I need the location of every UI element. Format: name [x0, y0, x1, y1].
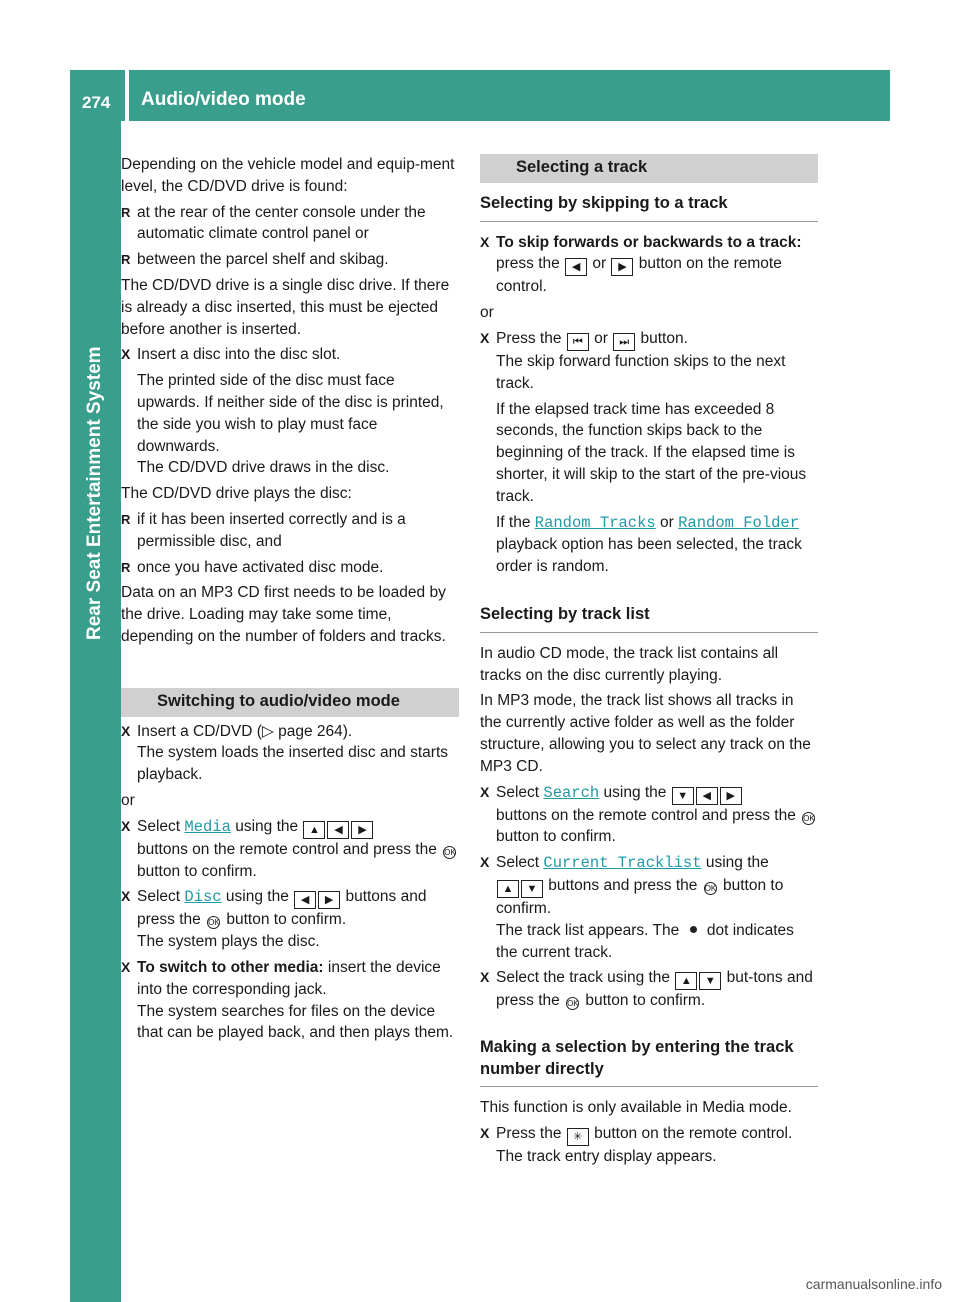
ok-button-icon: OK — [704, 883, 717, 893]
bullet-dot-icon — [690, 926, 697, 933]
right-arrow-key-icon: ▶ — [611, 258, 633, 276]
text: Press the — [496, 1124, 566, 1142]
watermark: carmanualsonline.info — [805, 1276, 942, 1292]
text: If the — [496, 513, 535, 531]
text: or — [655, 513, 679, 531]
step-result: The CD/DVD drive draws in the disc. — [137, 459, 390, 477]
header-divider — [125, 70, 129, 121]
step-result: The system loads the inserted disc and starts playback. — [137, 744, 449, 784]
step-result: The skip forward function skips to the next track. — [496, 352, 786, 392]
step-item — [121, 816, 459, 883]
page-ref-arrow-icon: ▷ — [261, 722, 274, 740]
text: using the — [701, 854, 769, 872]
right-arrow-key-icon: ▶ — [351, 821, 373, 839]
skip-back-key-icon: ⏮ — [567, 333, 589, 351]
text: button to confirm. — [496, 828, 616, 846]
text: Insert a CD/DVD ( — [137, 722, 262, 740]
left-arrow-key-icon: ◀ — [294, 891, 316, 909]
bullet-item: R between the parcel shelf and skibag. — [121, 249, 459, 271]
text: button to confirm. — [222, 911, 347, 929]
text: button on the remote control. — [589, 1124, 793, 1142]
bullet-item: R if it has been inserted correctly and is a permissible disc, and — [121, 509, 459, 553]
menu-item-random-folder: Random Folder — [678, 513, 800, 532]
or-text: or — [121, 791, 135, 809]
step-result: The track entry display appears. — [496, 1147, 717, 1165]
paragraph: In MP3 mode, the track list shows all tracks in the currently active folder as well as the folder structure, allowing you to select any track on the MP3 CD. — [480, 692, 811, 775]
side-tab-label: Rear Seat Entertainment System — [84, 346, 105, 640]
paragraph: This function is only available in Media mode. — [480, 1099, 792, 1117]
text: using the — [221, 888, 294, 906]
paragraph: Depending on the vehicle model and equip-ment level, the CD/DVD drive is found: — [121, 156, 455, 195]
bullet-item: R once you have activated disc mode. — [121, 557, 459, 579]
step-item — [480, 967, 818, 1012]
down-arrow-key-icon: ▼ — [699, 972, 721, 990]
text: Select — [496, 854, 544, 872]
step-note — [480, 512, 818, 578]
text: playback option has been selected, the track order is random. — [496, 536, 802, 576]
subsection-heading: Selecting by skipping to a track — [480, 193, 818, 222]
step-result: The system plays the disc. — [137, 933, 320, 951]
side-tab — [70, 121, 121, 1302]
ok-button-icon: OK — [803, 813, 815, 823]
text: page 264). — [273, 722, 353, 740]
step-result — [480, 920, 818, 964]
text: The track list appears. The — [496, 921, 684, 939]
text: buttons and press the — [137, 888, 427, 929]
section-heading: Selecting a track — [480, 154, 818, 183]
left-arrow-key-icon: ◀ — [696, 787, 718, 805]
text: using the — [230, 817, 303, 835]
paragraph: The CD/DVD drive plays the disc: — [121, 485, 352, 503]
left-arrow-key-icon: ◀ — [565, 258, 587, 276]
left-column — [121, 154, 459, 1044]
text: buttons on the remote control and press the — [137, 840, 442, 858]
step-item — [121, 886, 459, 931]
step-item — [480, 852, 818, 920]
text: or — [589, 329, 613, 347]
left-arrow-key-icon: ◀ — [327, 821, 349, 839]
menu-item-current-tracklist: Current Tracklist — [543, 854, 702, 873]
text: press the — [496, 255, 565, 273]
menu-item-random-tracks: Random Tracks — [534, 513, 656, 532]
step-item — [121, 957, 459, 1001]
right-column — [480, 154, 818, 1168]
step-note: If the elapsed track time has exceeded 8 seconds, the function skips back to the beginning of the track. If the elapsed time is shorter, it will skip to the start of the pre-vious track. — [496, 400, 807, 505]
down-arrow-key-icon: ▼ — [672, 787, 694, 805]
right-arrow-key-icon: ▶ — [318, 891, 340, 909]
ok-button-icon: OK — [444, 847, 456, 857]
paragraph: Data on an MP3 CD first needs to be loaded by the drive. Loading may take some time, depending on the number of folders and tracks. — [121, 584, 446, 645]
down-arrow-key-icon: ▼ — [521, 880, 543, 898]
text: button to confirm. — [581, 992, 706, 1010]
subsection-heading: Selecting by track list — [480, 604, 818, 633]
step-item — [480, 328, 818, 351]
ok-button-icon: OK — [208, 918, 220, 928]
text: Select — [496, 783, 544, 801]
text: or — [588, 255, 611, 273]
text: button to confirm. — [137, 862, 257, 880]
up-arrow-key-icon: ▲ — [675, 972, 697, 990]
text: Select — [137, 817, 185, 835]
menu-item-search: Search — [543, 783, 600, 802]
step-item — [480, 1123, 818, 1146]
step-item — [121, 721, 459, 743]
page-title: Audio/video mode — [141, 89, 306, 110]
bold-text: To switch to other media: — [137, 958, 324, 976]
text: dot indicates the current track. — [496, 921, 794, 961]
bullet-item: R at the rear of the center console under the automatic climate control panel or — [121, 202, 459, 246]
text: using the — [599, 783, 671, 801]
step-item: X Insert a disc into the disc slot. — [121, 344, 459, 366]
step-note: The printed side of the disc must face upwards. If neither side of the disc is printed, the side you wish to play must face downwards. — [137, 372, 444, 455]
step-item — [480, 782, 818, 849]
text: Select — [137, 888, 185, 906]
star-key-icon: ✳ — [567, 1128, 589, 1146]
section-heading: Switching to audio/video mode — [121, 688, 459, 717]
text: Press the — [496, 329, 566, 347]
right-arrow-key-icon: ▶ — [720, 787, 742, 805]
text: insert the device into the corresponding jack. — [137, 958, 441, 998]
step-result: The system searches for files on the device that can be played back, and then plays them. — [137, 1002, 454, 1042]
menu-item-disc: Disc — [184, 888, 222, 907]
text: Select the track using the — [496, 969, 675, 987]
step-item — [480, 232, 818, 299]
paragraph: The CD/DVD drive is a single disc drive. If there is already a disc inserted, this must be ejected before another is inserted. — [121, 276, 450, 338]
up-arrow-key-icon: ▲ — [497, 880, 519, 898]
ok-button-icon: OK — [567, 999, 579, 1009]
menu-item-media: Media — [184, 817, 231, 836]
page-number: 274 — [82, 93, 111, 112]
text: buttons on the remote control and press the — [496, 806, 801, 824]
subsection-heading: Making a selection by entering the track number directly — [480, 1036, 818, 1087]
text: button to confirm. — [496, 876, 784, 917]
skip-forward-key-icon: ⏭ — [613, 333, 635, 351]
up-arrow-key-icon: ▲ — [303, 821, 325, 839]
text: button on the remote control. — [496, 255, 782, 296]
text: buttons and press the — [544, 876, 702, 894]
bold-text: To skip forwards or backwards to a track: — [496, 233, 802, 251]
or-text: or — [480, 304, 494, 322]
text: button. — [636, 329, 688, 347]
text: but-tons and press the — [496, 969, 813, 1010]
paragraph: In audio CD mode, the track list contains all tracks on the disc currently playing. — [480, 644, 779, 684]
